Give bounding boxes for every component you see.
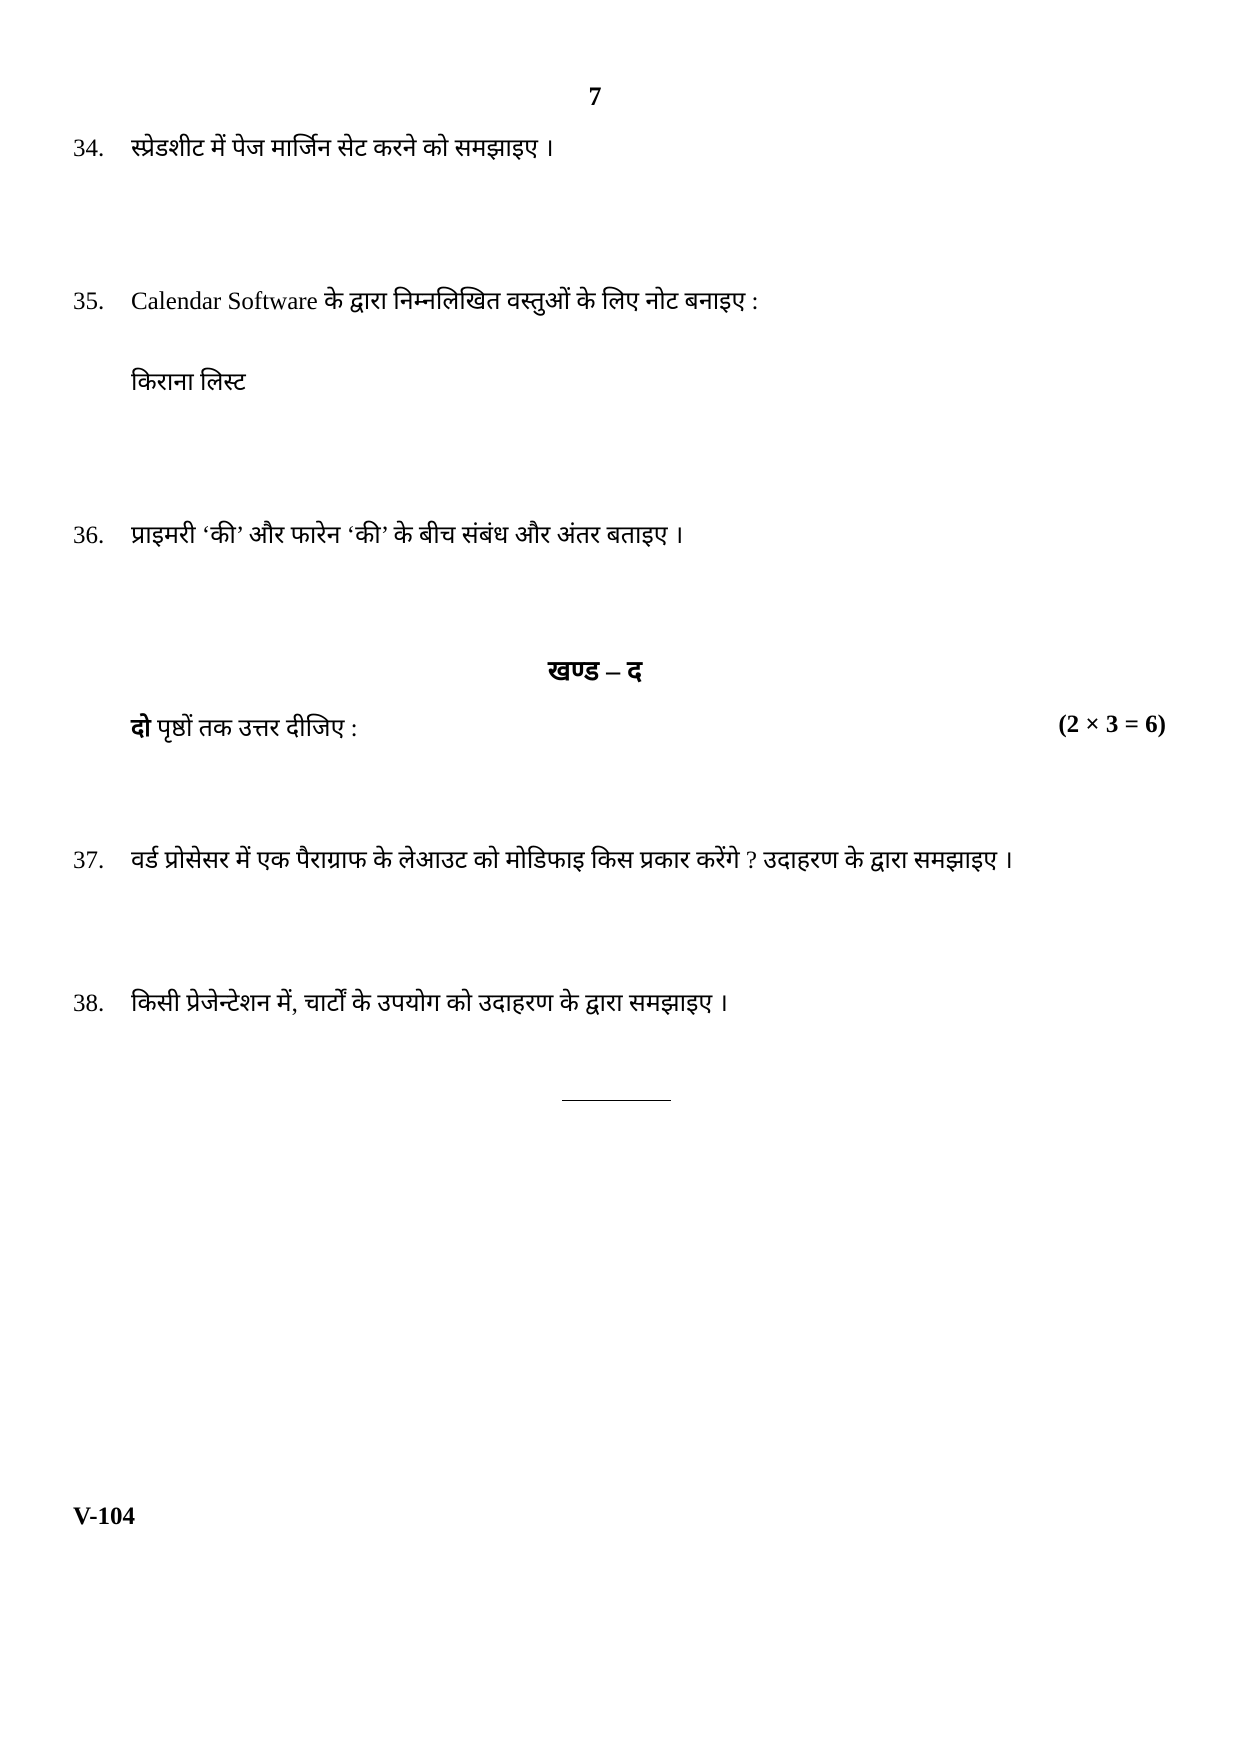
question-text: किसी प्रेजेन्टेशन में, चार्टों के उपयोग को उदाहरण के द्वारा समझाइए । (131, 990, 728, 1017)
question-38 (73, 985, 728, 1019)
section-instruction (131, 710, 358, 744)
question-number: 36. (73, 522, 105, 549)
question-35-sub-item: किराना लिस्ट (131, 369, 246, 396)
page-number: 7 (588, 82, 602, 111)
question-35 (73, 283, 758, 317)
paper-code: V-104 (73, 1503, 136, 1530)
instruction-emphasis: दो (131, 715, 151, 742)
question-text: स्प्रेडशीट में पेज मार्जिन सेट करने को समझाइए । (131, 135, 554, 162)
question-text: प्राइमरी ‘की’ और फारेन ‘की’ के बीच संबंध और अंतर बताइए । (131, 522, 684, 549)
end-divider (562, 1100, 671, 1101)
question-number: 38. (73, 990, 105, 1017)
question-34 (73, 130, 554, 164)
instruction-text: पृष्ठों तक उत्तर दीजिए : (150, 715, 358, 742)
section-marks: (2 × 3 = 6) (1058, 711, 1166, 738)
section-heading: खण्ड – द (547, 656, 643, 687)
question-37 (73, 842, 1013, 876)
question-text: Calendar Software के द्वारा निम्नलिखित वस्तुओं के लिए नोट बनाइए : (131, 288, 759, 315)
question-number: 34. (73, 135, 105, 162)
question-36 (73, 517, 683, 551)
question-number: 37. (73, 847, 105, 874)
question-number: 35. (73, 288, 105, 315)
question-text: वर्ड प्रोसेसर में एक पैराग्राफ के लेआउट को मोडिफाइ किस प्रकार करेंगे ? उदाहरण के द्वारा समझाइए । (131, 847, 1013, 874)
